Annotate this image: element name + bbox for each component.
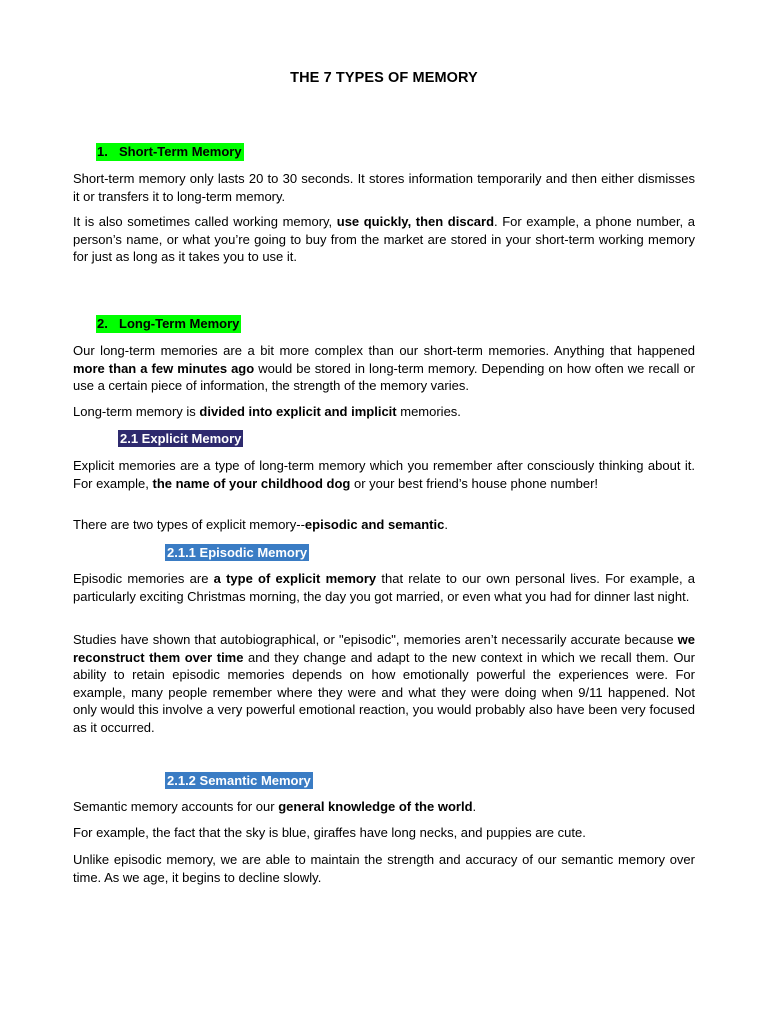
bold-run: divided into explicit and implicit [199, 404, 397, 419]
text-run: Long-term memory is [73, 404, 200, 419]
paragraph-episodic-1 [73, 570, 695, 605]
paragraph-semantic-1 [73, 798, 695, 816]
text-run: Our long-term memories are a bit more complex than our short-term memories. Anything that happened [73, 343, 695, 358]
heading-short-term-memory [96, 143, 244, 161]
document-title: THE 7 TYPES OF MEMORY [290, 70, 478, 86]
bold-run: general knowledge of the world [278, 799, 473, 814]
paragraph-explicit-2 [73, 516, 695, 534]
text-run: Explicit memories are a type of long-term memory which you remember after consciously thinking about it. For example, [73, 458, 695, 491]
bold-run: episodic and semantic [304, 517, 445, 532]
heading-long-term-memory [96, 315, 241, 333]
text-run: would be stored in long-term memory. Depending on how often we recall or use a certain piece of information, the strength of the memory varies. [73, 360, 695, 393]
heading-number: 1. [97, 144, 108, 159]
bold-run: we reconstruct them over time [73, 632, 695, 665]
bold-run: more than a few minutes ago [73, 360, 255, 376]
text-run: Studies have shown that autobiographical, or "episodic", memories aren’t necessarily accurate because [73, 632, 678, 647]
text-run: and they change and adapt to the new context in which we recall them. Our ability to retain episodic memories depends on how emotionally powerful the experiences were. For example, many people remember where they were and what they were doing when 9/11 happened. Not only would this involve a very powerful emotional reaction, you would probably also have been very focused as it occurred. [73, 649, 695, 735]
text-run: Semantic memory accounts for our [73, 799, 279, 814]
text-run: or your best friend’s house phone number! [350, 475, 599, 491]
text-run: It is also sometimes called working memory, [73, 214, 337, 229]
text-run: There are two types of explicit memory-- [73, 517, 305, 532]
bold-run: a type of explicit memory [213, 571, 377, 586]
bold-run: the name of your childhood dog [152, 475, 351, 491]
bold-run: use quickly, then discard [336, 214, 495, 229]
paragraph-explicit-1 [73, 457, 695, 492]
text-run: Episodic memories are [73, 571, 214, 586]
paragraph-long-term-2 [73, 403, 695, 421]
heading-semantic-memory: 2.1.2 Semantic Memory [167, 773, 311, 788]
heading-text: Long-Term Memory [119, 316, 240, 331]
heading-text: Short-Term Memory [119, 144, 242, 159]
text-run: . [472, 799, 477, 814]
paragraph-episodic-2 [73, 631, 695, 736]
text-run: memories. [396, 404, 461, 419]
heading-explicit-memory: 2.1 Explicit Memory [120, 431, 242, 446]
paragraph-short-term-2 [73, 213, 695, 266]
text-run: . [444, 517, 448, 532]
paragraph-semantic-3: Unlike episodic memory, we are able to maintain the strength and accuracy of our semantic memory over time. As we age, it begins to decline slowly. [73, 852, 695, 885]
paragraph-short-term-1: Short-term memory only lasts 20 to 30 seconds. It stores information temporarily and then either dismisses it or transfers it to long-term memory. [73, 171, 695, 204]
paragraph-semantic-2: For example, the fact that the sky is blue, giraffes have long necks, and puppies are cute. [73, 825, 586, 840]
heading-episodic-memory: 2.1.1 Episodic Memory [167, 545, 308, 560]
text-run: . For example, a phone number, a person’s name, or what you’re going to buy from the market are stored in your short-term working memory for just as long as it takes you to use it. [73, 214, 695, 264]
text-run: that relate to our own personal lives. For example, a particularly exciting Christmas morning, the day you got married, or even what you had for dinner last night. [73, 571, 696, 604]
paragraph-long-term-1 [73, 342, 695, 395]
heading-number: 2. [97, 316, 108, 331]
